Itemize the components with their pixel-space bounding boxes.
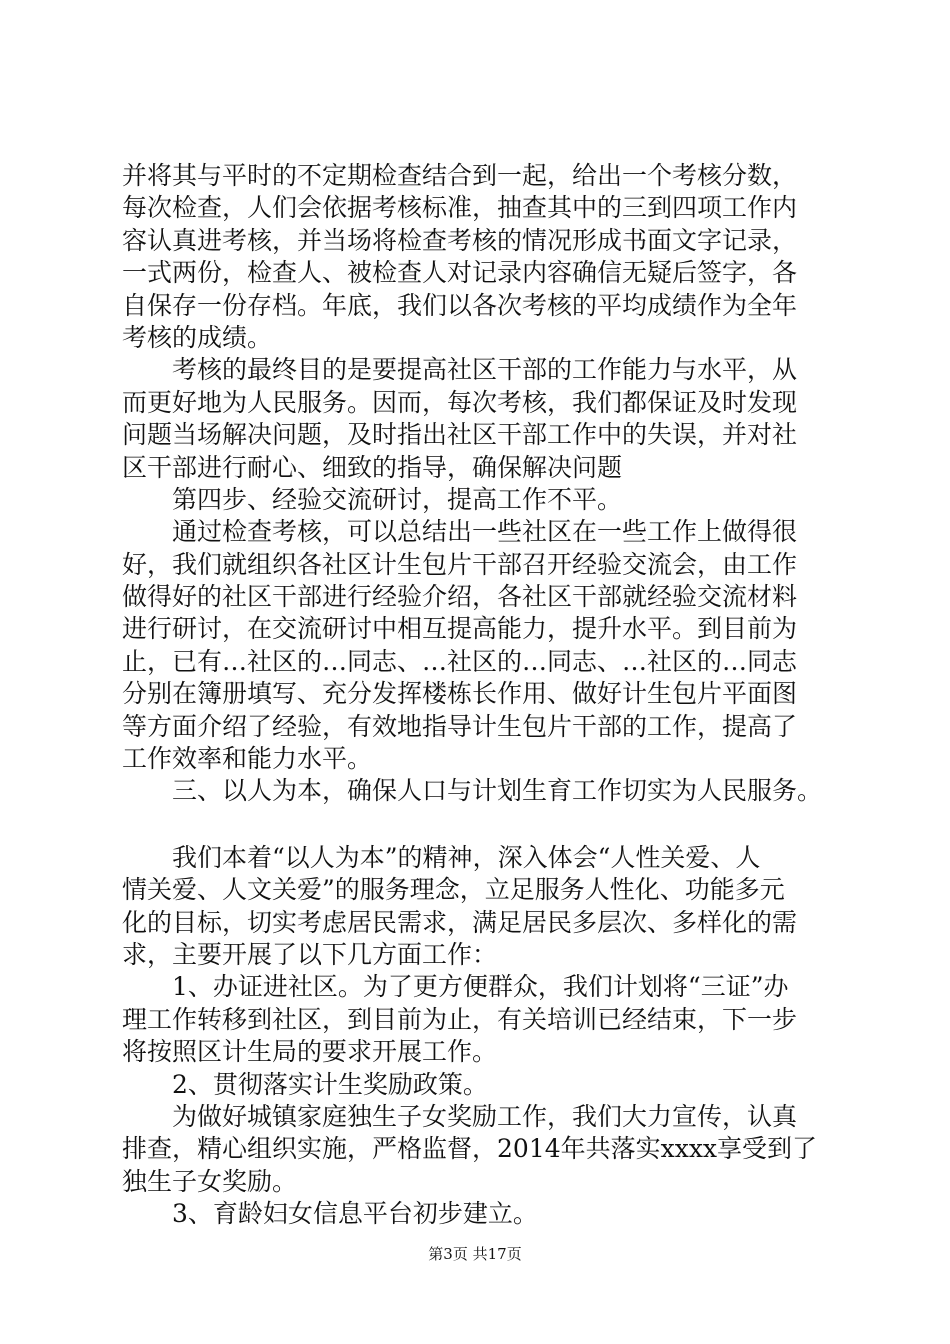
- section-heading: 3、育龄妇女信息平台初步建立。: [172, 1199, 538, 1229]
- paragraph-start: 通过检查考核，可以总结出一些社区在一些工作上做得很: [172, 517, 798, 547]
- paragraph-start: 我们本着“以人为本”的精神，深入体会“人性关爱、人: [172, 842, 761, 872]
- text-line: 理工作转移到社区，到目前为止，有关培训已经结束，下一步: [122, 1004, 798, 1034]
- text-line: 化的目标，切实考虑居民需求，满足居民多层次、多样化的需: [122, 907, 798, 937]
- text-line: 每次检查，人们会依据考核标准，抽查其中的三到四项工作内: [122, 193, 798, 223]
- text-line: 分别在簿册填写、充分发挥楼栋长作用、做好计生包片平面图: [122, 679, 798, 709]
- text-line: 进行研讨，在交流研讨中相互提高能力，提升水平。到目前为: [122, 614, 798, 644]
- document-body: [122, 160, 862, 1231]
- section-heading: 2、贯彻落实计生奖励政策。: [172, 1069, 488, 1099]
- paragraph-start: 考核的最终目的是要提高社区干部的工作能力与水平，从: [172, 355, 798, 385]
- text-line: 止，已有…社区的…同志、…社区的…同志、…社区的…同志: [122, 646, 798, 676]
- page-number-footer: 第3页 共17页: [428, 1245, 522, 1263]
- text-line: 情关爱、人文关爱”的服务理念，立足服务人性化、功能多元: [122, 875, 785, 905]
- blank-line: [122, 808, 862, 842]
- section-heading: 三、以人为本，确保人口与计划生育工作切实为人民服务。: [172, 776, 823, 806]
- text-line: 独生子女奖励。: [122, 1166, 298, 1196]
- text-line: 做得好的社区干部进行经验介绍，各社区干部就经验交流材料: [122, 582, 798, 612]
- text-line: 将按照区计生局的要求开展工作。: [122, 1037, 498, 1067]
- text-line: 问题当场解决问题，及时指出社区干部工作中的失误，并对社: [122, 420, 798, 450]
- text-line: 自保存一份存档。年底，我们以各次考核的平均成绩作为全年: [122, 290, 798, 320]
- section-heading: 第四步、经验交流研讨，提高工作不平。: [172, 484, 623, 514]
- text-line: 并将其与平时的不定期检查结合到一起，给出一个考核分数，: [122, 161, 798, 190]
- text-line: 考核的成绩。: [122, 322, 273, 352]
- text-line: 而更好地为人民服务。因而，每次考核，我们都保证及时发现: [122, 387, 798, 417]
- text-line: 求，主要开展了以下几方面工作：: [122, 939, 498, 969]
- text-line: 工作效率和能力水平。: [122, 744, 373, 774]
- text-line: 区干部进行耐心、细致的指导，确保解决问题: [122, 452, 623, 482]
- text-line: 一式两份，检查人、被检查人对记录内容确信无疑后签字，各: [122, 258, 798, 288]
- paragraph-start: 1、办证进社区。为了更方便群众，我们计划将“三证”办: [172, 972, 789, 1002]
- text-line: 容认真进考核，并当场将检查考核的情况形成书面文字记录，: [122, 225, 798, 255]
- paragraph-start: 为做好城镇家庭独生子女奖励工作，我们大力宣传，认真: [172, 1101, 798, 1131]
- text-line: 等方面介绍了经验，有效地指导计生包片干部的工作，提高了: [122, 711, 798, 741]
- text-line: 排查，精心组织实施，严格监督，2014年共落实xxxx享受到了: [122, 1134, 818, 1164]
- text-line: 好，我们就组织各社区计生包片干部召开经验交流会，由工作: [122, 549, 798, 579]
